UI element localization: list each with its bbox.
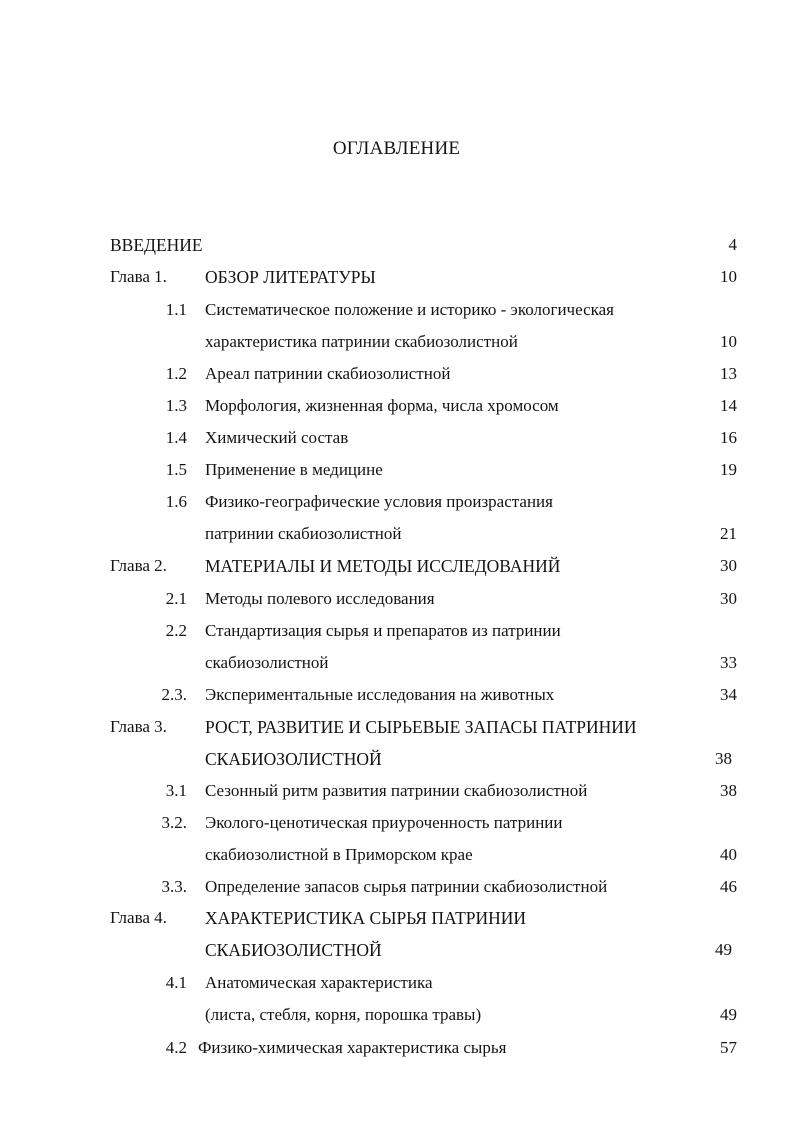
toc-section-2-3	[0, 683, 793, 707]
toc-chapter-2	[0, 554, 793, 578]
section-number: 1.3	[165, 396, 187, 415]
section-title: Стандартизация сырья и препаратов из патринии	[205, 621, 561, 640]
section-title: Методы полевого исследования	[205, 589, 435, 608]
section-number: 1.5	[165, 460, 187, 479]
toc-page-number: 33	[720, 653, 737, 672]
toc-section-continuation	[0, 843, 793, 867]
toc-page-number: 30	[720, 589, 737, 608]
toc-section-continuation	[0, 651, 793, 675]
toc-page-number: 49	[720, 1005, 737, 1024]
section-title: Морфология, жизненная форма, числа хромосом	[205, 396, 559, 415]
chapter-title: ОБЗОР ЛИТЕРАТУРЫ	[205, 267, 376, 287]
toc-page-number: 14	[720, 396, 737, 415]
toc-section-3-1	[0, 779, 793, 803]
section-number: 1.1	[165, 300, 187, 319]
section-number: 4.1	[165, 973, 187, 992]
toc-section-4-1	[0, 971, 793, 995]
section-title-continuation: скабиозолистной в Приморском крае	[205, 845, 473, 864]
section-number: 2.1	[165, 589, 187, 608]
toc-section-3-3	[0, 875, 793, 899]
chapter-title: МАТЕРИАЛЫ И МЕТОДЫ ИССЛЕДОВАНИЙ	[205, 556, 561, 576]
section-number: 3.3.	[161, 877, 187, 896]
toc-chapter-continuation	[0, 938, 793, 962]
toc-page-number: 16	[720, 428, 737, 447]
section-title: Анатомическая характеристика	[205, 973, 433, 992]
toc-chapter-4	[0, 906, 793, 930]
chapter-title-continuation: СКАБИОЗОЛИСТНОЙ	[205, 940, 382, 960]
section-number: 4.2	[165, 1038, 187, 1057]
toc-chapter-1	[0, 265, 793, 289]
section-number: 1.6	[165, 492, 187, 511]
section-title: Применение в медицине	[205, 460, 383, 479]
chapter-title: РОСТ, РАЗВИТИЕ И СЫРЬЕВЫЕ ЗАПАСЫ ПАТРИНИИ	[205, 717, 637, 737]
toc-section-1-4	[0, 426, 793, 450]
section-number: 2.2	[165, 621, 187, 640]
toc-chapter-continuation	[0, 747, 793, 771]
toc-section-3-2	[0, 811, 793, 835]
section-title-continuation: скабиозолистной	[205, 653, 329, 672]
toc-page-number: 10	[720, 267, 737, 286]
section-number: 1.4	[165, 428, 187, 447]
toc-page-number: 4	[728, 235, 737, 254]
section-number: 3.1	[165, 781, 187, 800]
section-title: Эколого-ценотическая приуроченность патринии	[205, 813, 563, 832]
section-title: Определение запасов сырья патринии скабиозолистной	[205, 877, 608, 896]
toc-page-number: 30	[720, 556, 737, 575]
toc-page-number: 13	[720, 364, 737, 383]
section-title: Сезонный ритм развития патринии скабиозолистной	[205, 781, 588, 800]
toc-page-number: 46	[720, 877, 737, 896]
section-title: Химический состав	[205, 428, 349, 447]
page-title: ОГЛАВЛЕНИЕ	[332, 138, 461, 159]
section-title: Систематическое положение и историко - экологическая	[205, 300, 614, 319]
section-title: Физико-химическая характеристика сырья	[198, 1038, 507, 1057]
toc-section-1-1	[0, 298, 793, 322]
toc-section-4-2	[0, 1036, 793, 1060]
toc-page-number: 34	[720, 685, 737, 704]
toc-page-number: 38	[715, 749, 732, 768]
toc-section-2-1	[0, 587, 793, 611]
section-title-continuation: (листа, стебля, корня, порошка травы)	[205, 1005, 482, 1024]
toc-page-number: 40	[720, 845, 737, 864]
toc-page-number: 19	[720, 460, 737, 479]
section-title-continuation: характеристика патринии скабиозолистной	[205, 332, 518, 351]
toc-section-continuation	[0, 522, 793, 546]
chapter-title: ХАРАКТЕРИСТИКА СЫРЬЯ ПАТРИНИИ	[205, 908, 527, 928]
toc-section-continuation	[0, 330, 793, 354]
toc-section-1-5	[0, 458, 793, 482]
toc-page-number: 10	[720, 332, 737, 351]
toc-page-number: 57	[720, 1038, 737, 1057]
toc-page-number: 38	[720, 781, 737, 800]
toc-entry-intro	[0, 233, 793, 257]
section-title: Физико-географические условия произрастания	[205, 492, 553, 511]
chapter-label: Глава 2.	[110, 556, 167, 575]
toc-section-1-6	[0, 490, 793, 514]
section-title: Ареал патринии скабиозолистной	[205, 364, 451, 383]
section-number: 3.2.	[161, 813, 187, 832]
section-number: 1.2	[165, 364, 187, 383]
toc-section-2-2	[0, 619, 793, 643]
toc-entry-text: ВВЕДЕНИЕ	[110, 235, 203, 255]
chapter-title-continuation: СКАБИОЗОЛИСТНОЙ	[205, 749, 382, 769]
chapter-label: Глава 3.	[110, 717, 167, 736]
chapter-label: Глава 4.	[110, 908, 167, 927]
chapter-label: Глава 1.	[110, 267, 167, 286]
section-title: Экспериментальные исследования на животных	[205, 685, 555, 704]
toc-page-number: 49	[715, 940, 732, 959]
toc-section-1-2	[0, 362, 793, 386]
section-number: 2.3.	[161, 685, 187, 704]
section-title-continuation: патринии скабиозолистной	[205, 524, 402, 543]
toc-section-1-3	[0, 394, 793, 418]
toc-section-continuation	[0, 1003, 793, 1027]
toc-page-number: 21	[720, 524, 737, 543]
toc-chapter-3	[0, 715, 793, 739]
